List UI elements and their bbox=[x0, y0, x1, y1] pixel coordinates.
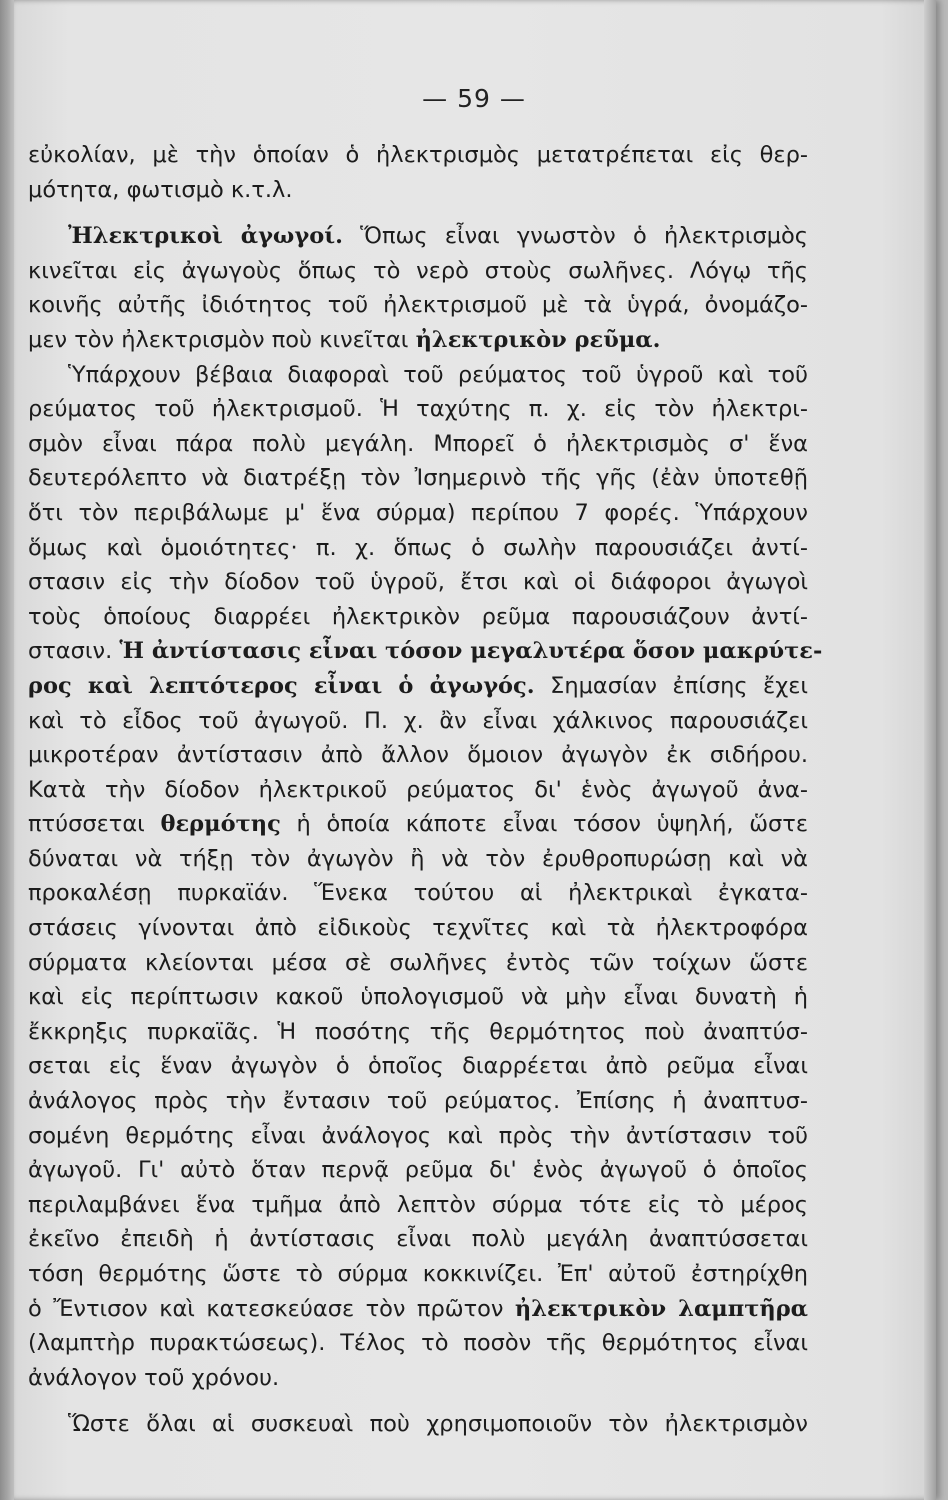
text-run: σύρματα κλείονται μέσα σὲ σωλῆνες ἐντὸς τῶν τοίχων ὥστε bbox=[28, 949, 808, 976]
text-line bbox=[28, 392, 808, 427]
page-number: — 59 — bbox=[422, 84, 526, 113]
page-edge bbox=[924, 0, 936, 1500]
text-line bbox=[28, 138, 808, 173]
text-run: στασιν εἰς τὴν δίοδον τοῦ ὑγροῦ, ἔτσι καὶ οἱ διάφοροι ἀγωγοὶ bbox=[28, 569, 808, 596]
text-line bbox=[28, 946, 808, 981]
text-run: μεν τὸν ἠλεκτρισμὸν ποὺ κινεῖται bbox=[28, 326, 416, 353]
text-line bbox=[28, 288, 808, 323]
text-run: ἀγωγοῦ. Γι' αὐτὸ ὅταν περνᾷ ρεῦμα δι' ἑνὸς ἀγωγοῦ ὁ ὁποῖος bbox=[28, 1157, 808, 1184]
text-line bbox=[28, 531, 808, 566]
text-run: Κατὰ τὴν δίοδον ἠλεκτρικοῦ ρεύματος δι' ἑνὸς ἀγωγοῦ ἀνα- bbox=[28, 776, 808, 803]
text-run: ἔκκρηξις πυρκαϊᾶς. Ἡ ποσότης τῆς θερμότητος ποὺ ἀναπτύσ- bbox=[28, 1018, 808, 1045]
text-run: δευτερόλεπτο νὰ διατρέξῃ τὸν Ἰσημερινὸ τῆς γῆς (ἐὰν ὑποτεθῇ bbox=[28, 465, 808, 492]
text-run: τόση θερμότης ὥστε τὸ σύρμα κοκκινίζει. Ἐπ' αὐτοῦ ἐστηρίχθη bbox=[28, 1261, 808, 1287]
text-line bbox=[28, 1153, 808, 1188]
text-line bbox=[28, 600, 808, 635]
text-line bbox=[28, 842, 808, 877]
text-line bbox=[28, 1407, 808, 1442]
text-run: προκαλέσῃ πυρκαϊάν. Ἕνεκα τούτου αἱ ἠλεκτρικαὶ ἐγκατα- bbox=[28, 880, 808, 907]
paragraph-gap bbox=[28, 207, 808, 219]
text-line bbox=[28, 323, 808, 358]
emphasized-text: ἠλεκτρικὸν ρεῦμα. bbox=[415, 326, 661, 353]
text-line bbox=[28, 1257, 808, 1292]
text-run: (λαμπτὴρ πυρακτώσεως). Τέλος τὸ ποσὸν τῆς θερμότητος εἶναι bbox=[28, 1330, 808, 1357]
emphasized-text: θερμότης bbox=[160, 811, 281, 838]
text-run: ὅμως καὶ ὁμοιότητες· π. χ. ὅπως ὁ σωλὴν παρουσιάζει ἀντί- bbox=[28, 534, 808, 561]
text-line bbox=[28, 1326, 808, 1361]
text-run: δύναται νὰ τήξῃ τὸν ἀγωγὸν ἢ νὰ τὸν ἐρυθροπυρώσῃ καὶ νὰ bbox=[28, 845, 808, 872]
text-run: Σημασίαν ἐπίσης ἔχει bbox=[534, 672, 808, 699]
text-line bbox=[28, 807, 808, 842]
text-line bbox=[28, 704, 808, 739]
text-run: Ὥστε ὅλαι αἱ συσκευαὶ ποὺ χρησιμοποιοῦν τὸν ἠλεκτρισμὸν bbox=[68, 1411, 808, 1438]
text-run: στάσεις γίνονται ἀπὸ εἰδικοὺς τεχνῖτες καὶ τὰ ἠλεκτροφόρα bbox=[28, 915, 808, 942]
text-run: στασιν. bbox=[28, 638, 120, 665]
text-run: καὶ εἰς περίπτωσιν κακοῦ ὑπολογισμοῦ νὰ μὴν εἶναι δυνατὴ ἡ bbox=[28, 984, 808, 1011]
text-line bbox=[28, 461, 808, 496]
text-line bbox=[28, 876, 808, 911]
text-line bbox=[28, 1222, 808, 1257]
paragraph-gap bbox=[28, 1395, 808, 1407]
text-run: πτύσσεται bbox=[28, 811, 161, 838]
text-run: ἀνάλογον τοῦ χρόνου. bbox=[28, 1364, 280, 1391]
section-heading: Ἠλεκτρικοὶ ἀγωγοί. bbox=[68, 223, 343, 250]
text-run: καὶ τὸ εἶδος τοῦ ἀγωγοῦ. Π. χ. ἂν εἶναι χάλκινος παρουσιάζει bbox=[28, 707, 808, 734]
text-run: κοινῆς αὐτῆς ἰδιότητος τοῦ ἠλεκτρισμοῦ μὲ τὰ ὑγρά, ὀνομάζο- bbox=[28, 292, 808, 319]
text-run: εὐκολίαν, μὲ τὴν ὁποίαν ὁ ἠλεκτρισμὸς μετατρέπεται εἰς θερ- bbox=[28, 142, 808, 168]
text-run: μότητα, φωτισμὸ κ.τ.λ. bbox=[28, 176, 293, 203]
text-line bbox=[28, 254, 808, 289]
text-run: κινεῖται εἰς ἀγωγοὺς ὅπως τὸ νερὸ στοὺς σωλῆνες. Λόγῳ τῆς bbox=[28, 257, 808, 284]
book-spine-shadow bbox=[0, 0, 14, 1500]
emphasized-text: ρος καὶ λεπτότερος εἶναι ὁ ἀγωγός. bbox=[28, 672, 535, 699]
text-run: σμὸν εἶναι πάρα πολὺ μεγάλη. Μπορεῖ ὁ ἠλεκτρισμὸς σ' ἕνα bbox=[28, 430, 808, 457]
text-run: Ὅπως εἶναι γνωστὸν ὁ ἠλεκτρισμὸς bbox=[342, 223, 808, 250]
text-line bbox=[28, 496, 808, 531]
text-line bbox=[28, 173, 808, 208]
text-run: ὁ Ἔντισον καὶ κατεσκεύασε τὸν πρῶτον bbox=[28, 1295, 515, 1322]
text-line bbox=[28, 1015, 808, 1050]
text-line bbox=[28, 773, 808, 808]
text-line bbox=[28, 738, 808, 773]
text-run: ἐκεῖνο ἐπειδὴ ἡ ἀντίστασις εἶναι πολὺ μεγάλη ἀναπτύσσεται bbox=[28, 1226, 808, 1253]
text-run: τοὺς ὁποίους διαρρέει ἠλεκτρικὸν ρεῦμα παρουσιάζουν ἀντί- bbox=[28, 603, 808, 630]
text-run: σομένη θερμότης εἶναι ἀνάλογος καὶ πρὸς τὴν ἀντίστασιν τοῦ bbox=[28, 1122, 808, 1149]
text-run: ὅτι τὸν περιβάλωμε μ' ἕνα σύρμα) περίπου 7 φορές. Ὑπάρχουν bbox=[28, 499, 808, 526]
emphasized-text: Ἡ ἀντίστασις εἶναι τόσον μεγαλυτέρα ὅσον μακρύτε- bbox=[119, 638, 823, 665]
emphasized-text: ἠλεκτρικὸν λαμπτῆρα bbox=[514, 1295, 808, 1322]
text-line bbox=[28, 1361, 808, 1396]
text-line bbox=[28, 980, 808, 1015]
text-run: Ὑπάρχουν βέβαια διαφοραὶ τοῦ ρεύματος τοῦ ὑγροῦ καὶ τοῦ bbox=[68, 361, 808, 388]
text-line bbox=[28, 911, 808, 946]
text-line bbox=[28, 669, 808, 704]
text-line bbox=[28, 1084, 808, 1119]
text-line bbox=[28, 1119, 808, 1154]
text-line bbox=[28, 1049, 808, 1084]
text-run: ἀνάλογος πρὸς τὴν ἔντασιν τοῦ ρεύματος. Ἐπίσης ἡ ἀναπτυσ- bbox=[28, 1088, 808, 1115]
text-line bbox=[28, 219, 808, 254]
body-text bbox=[28, 138, 823, 1442]
text-line bbox=[28, 634, 823, 669]
text-line bbox=[28, 427, 808, 462]
text-run: σεται εἰς ἕναν ἀγωγὸν ὁ ὁποῖος διαρρέεται ἀπὸ ρεῦμα εἶναι bbox=[28, 1053, 808, 1080]
text-run: μικροτέραν ἀντίστασιν ἀπὸ ἄλλον ὅμοιον ἀγωγὸν ἐκ σιδήρου. bbox=[28, 742, 808, 769]
text-line bbox=[28, 1292, 808, 1327]
text-line bbox=[28, 1188, 808, 1223]
text-run: ρεύματος τοῦ ἠλεκτρισμοῦ. Ἡ ταχύτης π. χ. εἰς τὸν ἠλεκτρι- bbox=[28, 396, 808, 423]
text-line bbox=[28, 358, 808, 393]
text-run: περιλαμβάνει ἕνα τμῆμα ἀπὸ λεπτὸν σύρμα τότε εἰς τὸ μέρος bbox=[28, 1191, 808, 1218]
text-line bbox=[28, 565, 808, 600]
text-run: ἡ ὁποία κάποτε εἶναι τόσον ὑψηλή, ὥστε bbox=[280, 811, 808, 838]
